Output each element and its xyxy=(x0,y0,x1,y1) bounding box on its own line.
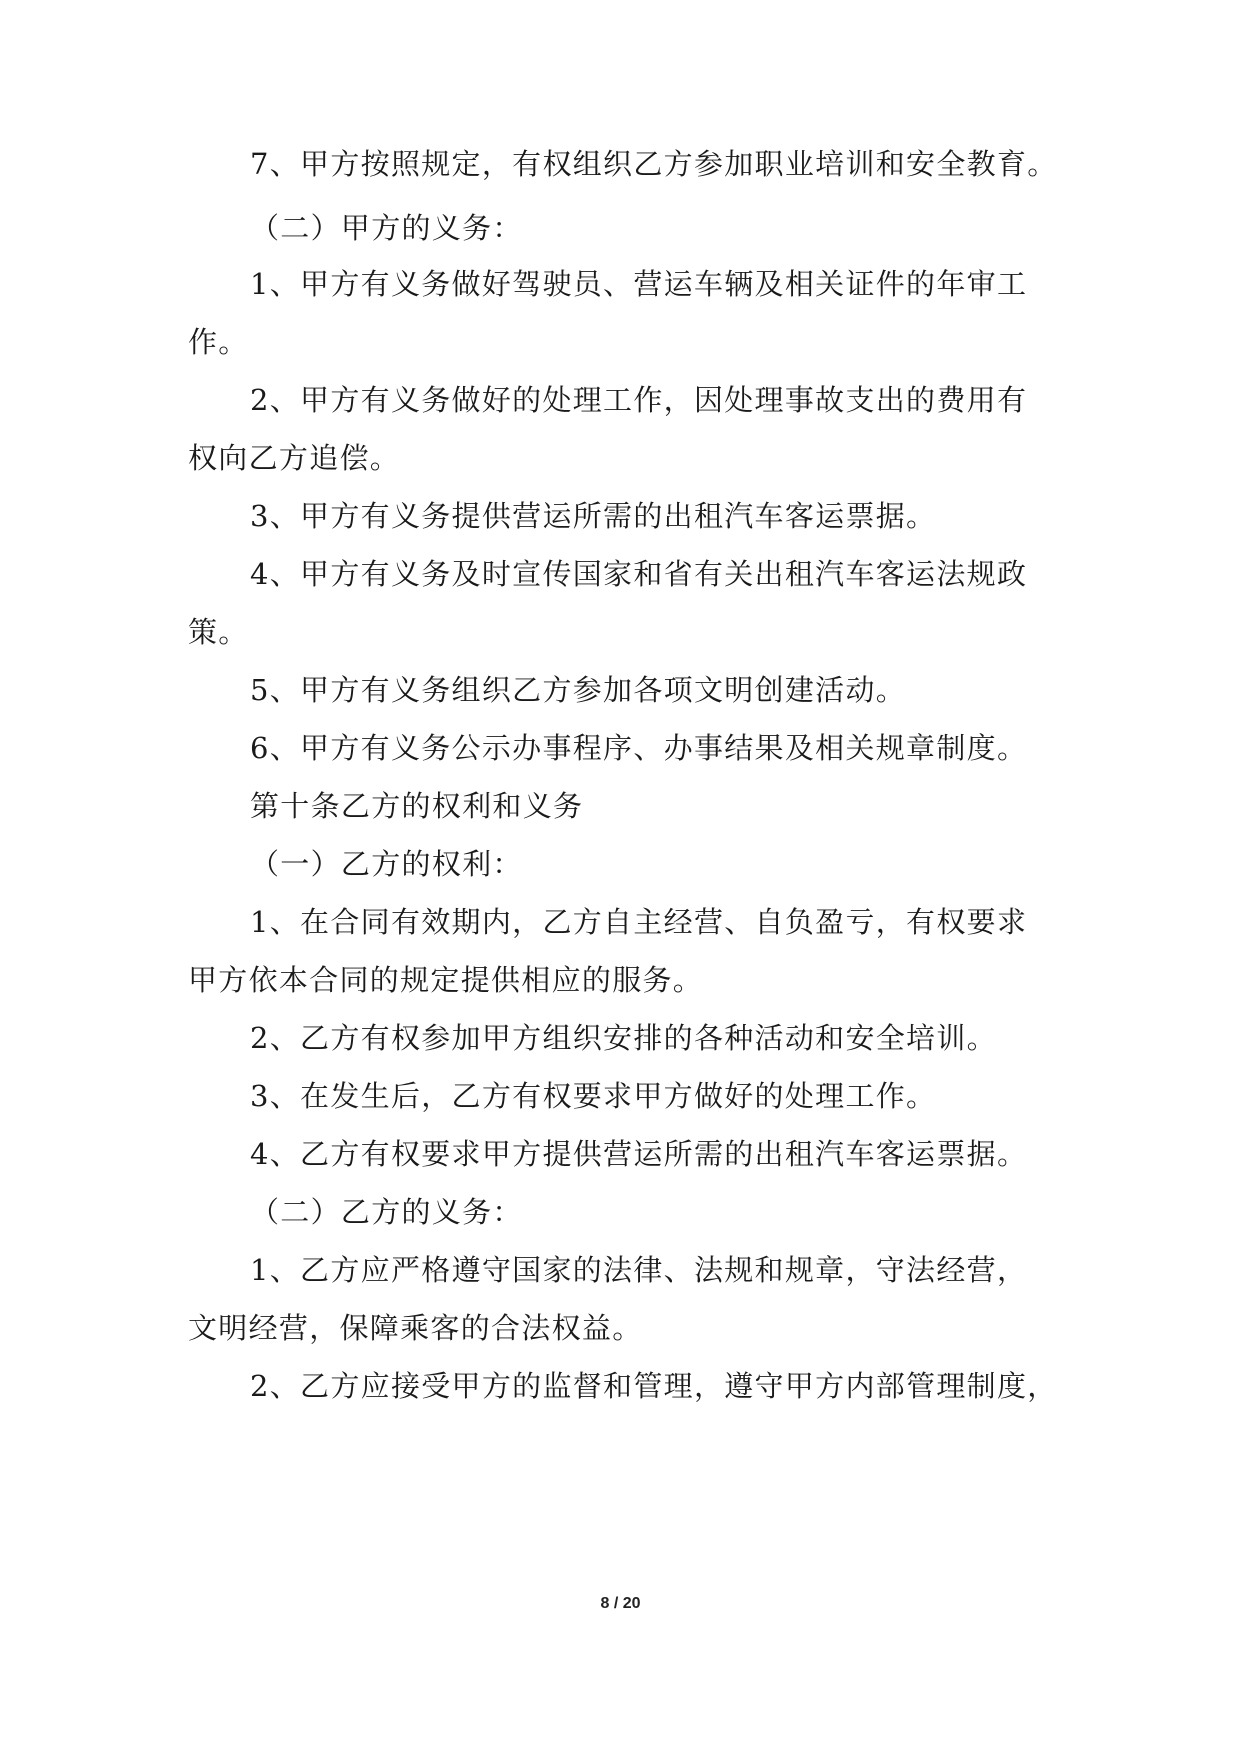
paragraph-line: 1、在合同有效期内，乙方自主经营、自负盈亏，有权要求 xyxy=(250,905,1028,939)
paragraph-line: 甲方依本合同的规定提供相应的服务。 xyxy=(188,963,704,997)
section-heading: （二）乙方的义务： xyxy=(250,1195,523,1229)
page-number: 8 / 20 xyxy=(600,1595,641,1612)
paragraph-line: 4、甲方有义务及时宣传国家和省有关出租汽车客运法规政 xyxy=(250,557,1028,591)
paragraph-line: 2、乙方有权参加甲方组织安排的各种活动和安全培训。 xyxy=(250,1021,997,1055)
paragraph-line: 7、甲方按照规定，有权组织乙方参加职业培训和安全教育。 xyxy=(250,147,1058,181)
article-heading: 第十条乙方的权利和义务 xyxy=(250,789,584,823)
paragraph-line: 2、乙方应接受甲方的监督和管理，遵守甲方内部管理制度， xyxy=(250,1369,1058,1403)
section-heading: （一）乙方的权利： xyxy=(250,847,523,881)
paragraph-line: 5、甲方有义务组织乙方参加各项文明创建活动。 xyxy=(250,673,907,707)
paragraph-line: 权向乙方追偿。 xyxy=(188,441,401,475)
paragraph-line: 2、甲方有义务做好的处理工作，因处理事故支出的费用有 xyxy=(250,383,1028,417)
paragraph-line: 1、乙方应严格遵守国家的法律、法规和规章，守法经营， xyxy=(250,1253,1028,1287)
paragraph-line: 3、在发生后，乙方有权要求甲方做好的处理工作。 xyxy=(250,1079,937,1113)
paragraph-line: 策。 xyxy=(188,615,249,649)
paragraph-line: 3、甲方有义务提供营运所需的出租汽车客运票据。 xyxy=(250,499,937,533)
paragraph-line: 1、甲方有义务做好驾驶员、营运车辆及相关证件的年审工 xyxy=(250,267,1028,301)
paragraph-line: 作。 xyxy=(188,325,249,359)
section-heading: （二）甲方的义务： xyxy=(250,211,523,245)
paragraph-line: 4、乙方有权要求甲方提供营运所需的出租汽车客运票据。 xyxy=(250,1137,1028,1171)
paragraph-line: 6、甲方有义务公示办事程序、办事结果及相关规章制度。 xyxy=(250,731,1028,765)
paragraph-line: 文明经营，保障乘客的合法权益。 xyxy=(188,1311,643,1345)
